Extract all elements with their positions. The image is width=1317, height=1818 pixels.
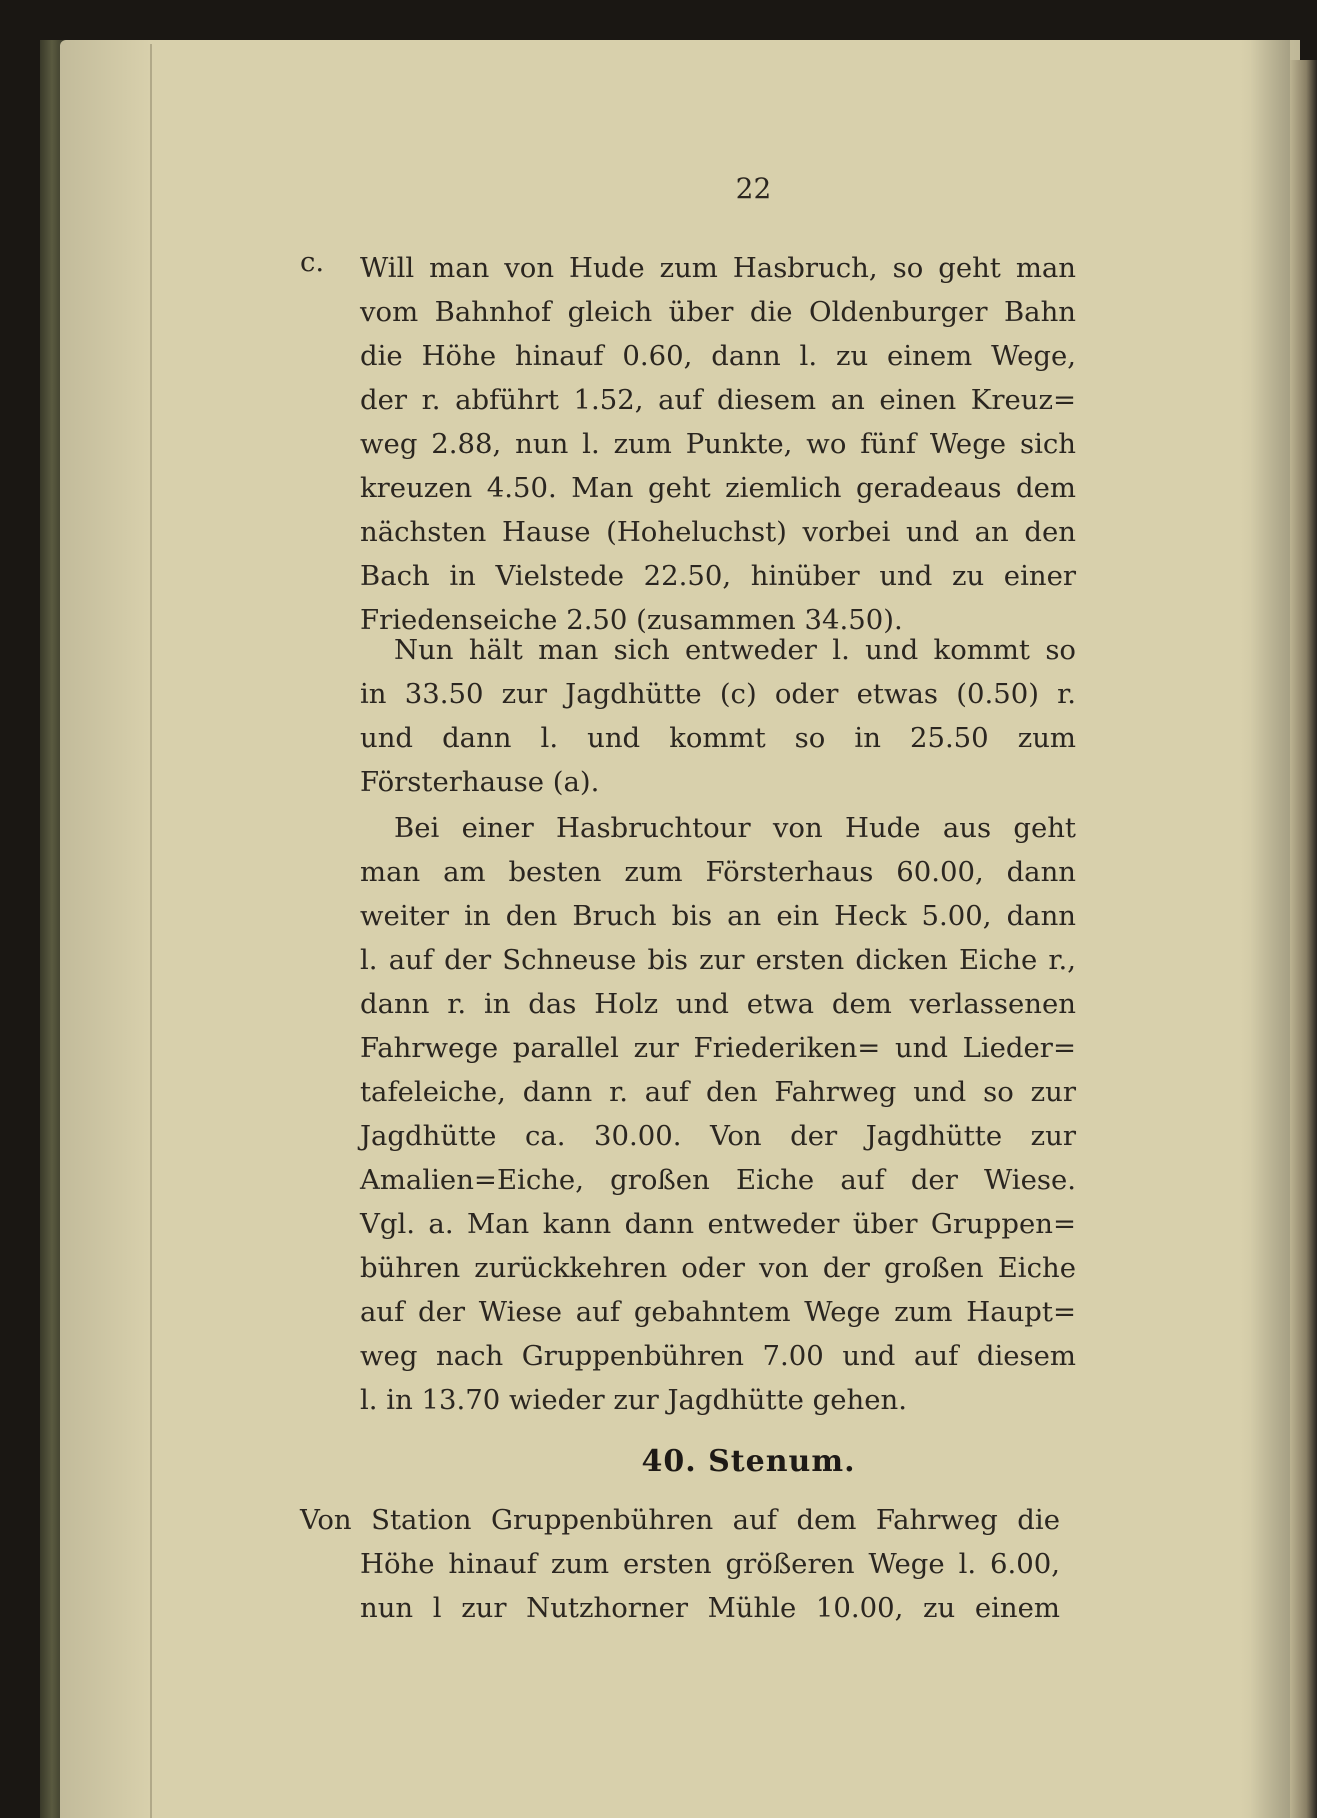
text-line: weg 2.88, nun l. zum Punkte, wo fünf Wege sich <box>360 428 1076 460</box>
text-line: die Höhe hinauf 0.60, dann l. zu einem Wege, <box>360 340 1076 372</box>
paragraph-2 <box>360 628 1076 804</box>
text-line: nun l zur Nutzhorner Mühle 10.00, zu einem <box>360 1592 1060 1624</box>
page-number: 22 <box>735 172 772 205</box>
text-line: Fahrwege parallel zur Friederiken= und Lieder= <box>360 1032 1076 1064</box>
text-line: kreuzen 4.50. Man geht ziemlich geradeaus dem <box>360 472 1076 504</box>
text-line: dann r. in das Holz und etwa dem verlassenen <box>360 988 1076 1020</box>
text-line: Bei einer Hasbruchtour von Hude aus geht <box>394 812 1076 844</box>
section-paragraph <box>300 1498 1060 1630</box>
text-line: Vgl. a. Man kann dann entweder über Gruppen= <box>360 1208 1076 1240</box>
text-line: Bach in Vielstede 22.50, hinüber und zu einer <box>360 560 1076 592</box>
text-line: Jagdhütte ca. 30.00. Von der Jagdhütte zur <box>360 1120 1076 1152</box>
page-gutter <box>150 44 152 1818</box>
text-line: und dann l. und kommt so in 25.50 zum <box>360 722 1076 754</box>
text-line: Försterhause (a). <box>360 766 600 798</box>
text-line: auf der Wiese auf gebahntem Wege zum Haupt= <box>360 1296 1076 1328</box>
text-line: in 33.50 zur Jagdhütte (c) oder etwas (0.50) r. <box>360 678 1076 710</box>
text-line: vom Bahnhof gleich über die Oldenburger Bahn <box>360 296 1076 328</box>
section-heading: 40. Stenum. <box>641 1444 856 1479</box>
text-line: Friedenseiche 2.50 (zusammen 34.50). <box>360 604 903 636</box>
text-line: l. in 13.70 wieder zur Jagdhütte gehen. <box>360 1384 907 1416</box>
text-line: man am besten zum Försterhaus 60.00, dann <box>360 856 1076 888</box>
page-fold-shadow <box>1250 40 1290 1818</box>
item-marker: c. <box>300 246 325 278</box>
text-line: nächsten Hause (Hoheluchst) vorbei und an den <box>360 516 1076 548</box>
text-line: Von Station Gruppenbühren auf dem Fahrweg die <box>300 1504 1060 1536</box>
page-edge <box>1290 60 1317 1818</box>
text-line: weg nach Gruppenbühren 7.00 und auf diesem <box>360 1340 1076 1372</box>
paragraph-1 <box>360 246 1076 642</box>
text-line: Will man von Hude zum Hasbruch, so geht man <box>360 252 1076 284</box>
text-line: tafeleiche, dann r. auf den Fahrweg und so zur <box>360 1076 1076 1108</box>
text-line: Höhe hinauf zum ersten größeren Wege l. 6.00, <box>360 1548 1060 1580</box>
paragraph-3 <box>360 806 1076 1422</box>
text-line: l. auf der Schneuse bis zur ersten dicken Eiche r., <box>360 944 1076 976</box>
text-line: Amalien=Eiche, großen Eiche auf der Wiese. <box>360 1164 1076 1196</box>
text-line: der r. abführt 1.52, auf diesem an einen Kreuz= <box>360 384 1076 416</box>
text-line: Nun hält man sich entweder l. und kommt so <box>394 634 1076 666</box>
text-line: bühren zurückkehren oder von der großen Eiche <box>360 1252 1076 1284</box>
text-line: weiter in den Bruch bis an ein Heck 5.00, dann <box>360 900 1076 932</box>
